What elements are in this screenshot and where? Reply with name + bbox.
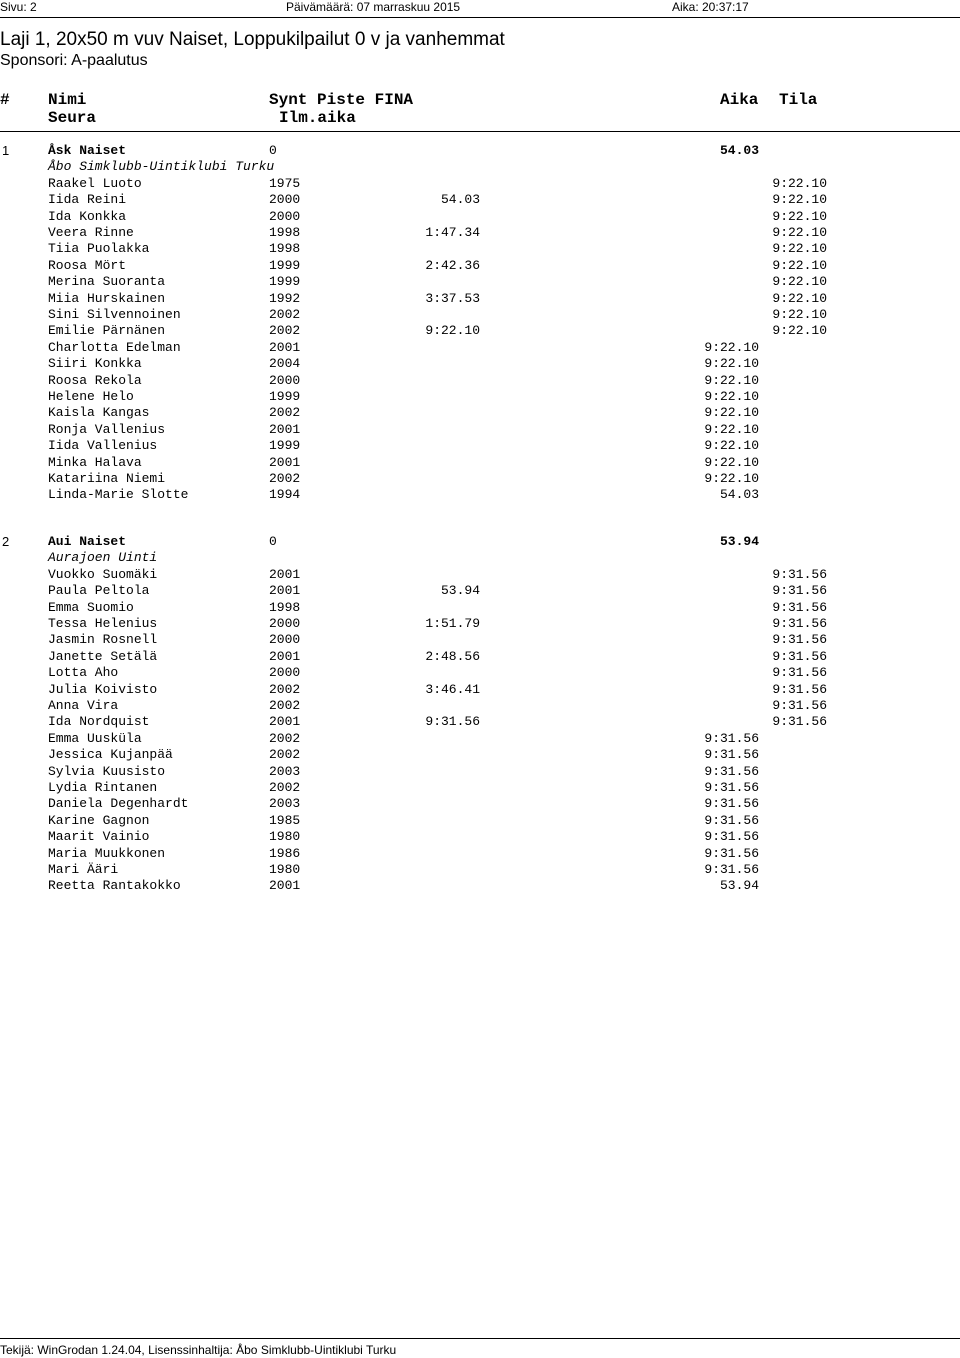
status-time: 9:31.56	[772, 616, 827, 631]
birth-year: 1980	[269, 829, 301, 845]
entry-time: 9:22.10	[704, 389, 759, 404]
birth-year: 2002	[269, 747, 301, 763]
swimmer-name: Emma Suomio	[48, 599, 134, 615]
birth-year: 1998	[269, 225, 301, 240]
team-name: Aui Naiset	[48, 534, 127, 549]
birth-year: 2003	[269, 796, 301, 812]
swimmer-name: Jessica Kujanpää	[48, 747, 173, 763]
swimmer-name: Lotta Aho	[48, 665, 119, 681]
status-time: 9:31.56	[772, 583, 827, 599]
birth-year: 2003	[269, 763, 301, 779]
fina-time: 9:31.56	[425, 714, 480, 730]
swimmer-row	[0, 600, 960, 616]
swimmer-row	[0, 389, 960, 405]
swimmer-name: Charlotta Edelman	[48, 339, 181, 355]
swimmer-row	[0, 878, 960, 894]
swimmer-row	[0, 192, 960, 208]
swimmer-row	[0, 862, 960, 878]
swimmer-name: Ida Konkka	[48, 208, 127, 224]
swimmer-name: Maria Muukkonen	[48, 845, 166, 861]
status-time: 9:31.56	[772, 566, 827, 582]
birth-year: 2002	[269, 307, 301, 322]
swimmer-name: Reetta Rantakokko	[48, 878, 181, 894]
swimmer-row	[0, 698, 960, 714]
status-time: 9:31.56	[772, 632, 827, 648]
birth-year: 2002	[269, 780, 301, 795]
birth-year: 1975	[269, 175, 301, 191]
birth-year: 2001	[269, 339, 301, 355]
entry-time: 54.03	[719, 487, 759, 503]
status-time: 9:22.10	[772, 323, 827, 339]
birth-year: 2002	[269, 405, 301, 421]
entry-time: 9:31.56	[704, 796, 759, 812]
fina-time: 1:47.34	[425, 225, 480, 240]
status-time: 9:31.56	[772, 599, 827, 615]
swimmer-row	[0, 209, 960, 225]
swimmer-row	[0, 340, 960, 356]
swimmer-row	[0, 307, 960, 323]
swimmer-name: Lydia Rintanen	[48, 780, 158, 795]
swimmer-name: Janette Setälä	[48, 648, 158, 664]
birth-year: 2000	[269, 616, 301, 631]
swimmer-name: Roosa Rekola	[48, 372, 142, 388]
status-time: 9:22.10	[772, 192, 827, 208]
swimmer-row	[0, 829, 960, 845]
col-synt-piste-fina: Synt Piste FINA	[269, 91, 414, 109]
fina-time: 2:42.36	[425, 257, 480, 273]
team-score: 0	[269, 143, 277, 158]
fina-time: 1:51.79	[425, 616, 480, 631]
swimmer-row	[0, 764, 960, 780]
swimmer-name: Raakel Luoto	[48, 175, 142, 191]
birth-year: 2001	[269, 454, 301, 470]
swimmer-name: Ida Nordquist	[48, 714, 150, 730]
birth-year: 1992	[269, 290, 301, 306]
swimmer-row	[0, 682, 960, 698]
swimmer-name: Ronja Vallenius	[48, 421, 166, 437]
swimmer-name: Julia Koivisto	[48, 681, 158, 697]
col-tila: Tila	[779, 91, 818, 109]
swimmer-name: Sini Silvennoinen	[48, 307, 181, 322]
swimmer-row	[0, 846, 960, 862]
swimmer-name: Iida Vallenius	[48, 438, 158, 454]
swimmer-row	[0, 176, 960, 192]
status-time: 9:31.56	[772, 714, 827, 730]
fina-time: 2:48.56	[425, 648, 480, 664]
status-time: 9:31.56	[772, 648, 827, 664]
swimmer-row	[0, 813, 960, 829]
swimmer-row	[0, 405, 960, 421]
entry-time: 9:22.10	[704, 438, 759, 454]
club-name: Aurajoen Uinti	[48, 550, 158, 566]
swimmer-name: Tiia Puolakka	[48, 241, 150, 257]
birth-year: 2001	[269, 583, 301, 599]
page-number: Sivu: 2	[0, 0, 37, 14]
birth-year: 2000	[269, 372, 301, 388]
birth-year: 2002	[269, 471, 301, 486]
swimmer-name: Kaisla Kangas	[48, 405, 150, 421]
swimmer-name: Anna Vira	[48, 698, 119, 713]
swimmer-row	[0, 780, 960, 796]
event-title: Laji 1, 20x50 m vuv Naiset, Loppukilpailut 0 v ja vanhemmat	[0, 29, 505, 50]
entry-time: 9:22.10	[704, 405, 759, 421]
entry-time: 9:31.56	[704, 763, 759, 779]
swimmer-name: Katariina Niemi	[48, 471, 166, 486]
birth-year: 2001	[269, 714, 301, 730]
header-divider	[0, 17, 960, 18]
swimmer-row	[0, 225, 960, 241]
swimmer-row	[0, 471, 960, 487]
col-seura: Seura	[48, 109, 97, 127]
entry-time: 9:31.56	[704, 829, 759, 845]
team-rank: 2	[2, 534, 10, 549]
birth-year: 1994	[269, 487, 301, 503]
birth-year: 2001	[269, 648, 301, 664]
swimmer-row	[0, 438, 960, 454]
entry-time: 9:22.10	[704, 339, 759, 355]
club-name: Åbo Simklubb-Uintiklubi Turku	[48, 159, 275, 175]
swimmer-name: Daniela Degenhardt	[48, 796, 189, 812]
swimmer-row	[0, 665, 960, 681]
swimmer-name: Merina Suoranta	[48, 274, 166, 290]
page-header	[0, 0, 960, 14]
entry-time: 9:22.10	[704, 454, 759, 470]
footer-divider	[0, 1338, 960, 1339]
swimmer-name: Emma Uusküla	[48, 730, 142, 746]
col-hash: #	[0, 91, 10, 109]
swimmer-row	[0, 649, 960, 665]
birth-year: 1999	[269, 274, 301, 290]
status-time: 9:31.56	[772, 665, 827, 681]
swimmer-row	[0, 373, 960, 389]
team-score: 0	[269, 534, 277, 549]
birth-year: 2001	[269, 878, 301, 894]
swimmer-name: Maarit Vainio	[48, 829, 150, 845]
team-time: 54.03	[719, 143, 759, 158]
birth-year: 2002	[269, 730, 301, 746]
birth-year: 2002	[269, 698, 301, 713]
team-name: Åsk Naiset	[48, 143, 127, 158]
team-row	[0, 143, 960, 159]
footer-credit: Tekijä: WinGrodan 1.24.04, Lisenssinhaltija: Åbo Simklubb-Uintiklubi Turku	[0, 1343, 397, 1357]
status-time: 9:31.56	[772, 698, 827, 713]
entry-time: 9:22.10	[704, 421, 759, 437]
swimmer-row	[0, 323, 960, 339]
status-time: 9:22.10	[772, 208, 827, 224]
swimmer-row	[0, 714, 960, 730]
status-time: 9:22.10	[772, 274, 827, 290]
status-time: 9:31.56	[772, 681, 827, 697]
entry-time: 9:31.56	[704, 780, 759, 795]
birth-year: 2002	[269, 681, 301, 697]
swimmer-name: Jasmin Rosnell	[48, 632, 158, 648]
swimmer-name: Paula Peltola	[48, 583, 150, 599]
birth-year: 1986	[269, 845, 301, 861]
swimmer-name: Miia Hurskainen	[48, 290, 166, 306]
swimmer-name: Veera Rinne	[48, 225, 134, 240]
sponsor-line: Sponsori: A-paalutus	[0, 52, 148, 69]
swimmer-row	[0, 241, 960, 257]
swimmer-row	[0, 422, 960, 438]
birth-year: 2000	[269, 665, 301, 681]
birth-year: 2002	[269, 323, 301, 339]
swimmer-name: Mari Ääri	[48, 862, 119, 877]
swimmer-row	[0, 258, 960, 274]
entry-time: 9:22.10	[704, 372, 759, 388]
entry-time: 9:22.10	[704, 471, 759, 486]
swimmer-row	[0, 291, 960, 307]
birth-year: 1980	[269, 862, 301, 877]
swimmer-name: Tessa Helenius	[48, 616, 158, 631]
birth-year: 2004	[269, 356, 301, 372]
status-time: 9:22.10	[772, 241, 827, 257]
swimmer-row	[0, 632, 960, 648]
club-row	[0, 550, 960, 566]
print-time: Aika: 20:37:17	[672, 0, 749, 14]
birth-year: 1985	[269, 812, 301, 828]
team-row	[0, 534, 960, 550]
status-time: 9:22.10	[772, 257, 827, 273]
fina-time: 9:22.10	[425, 323, 480, 339]
col-aika: Aika	[720, 91, 759, 109]
swimmer-name: Roosa Mört	[48, 257, 127, 273]
fina-time: 54.03	[440, 192, 480, 208]
swimmer-row	[0, 567, 960, 583]
entry-time: 9:31.56	[704, 812, 759, 828]
swimmer-row	[0, 747, 960, 763]
status-time: 9:22.10	[772, 225, 827, 240]
swimmer-row	[0, 487, 960, 503]
birth-year: 2000	[269, 192, 301, 208]
swimmer-row	[0, 583, 960, 599]
club-row	[0, 159, 960, 175]
birth-year: 2001	[269, 566, 301, 582]
birth-year: 1999	[269, 438, 301, 454]
entry-time: 9:22.10	[704, 356, 759, 372]
entry-time: 53.94	[719, 878, 759, 894]
team-time: 53.94	[719, 534, 759, 549]
col-nimi: Nimi	[48, 91, 87, 109]
status-time: 9:22.10	[772, 175, 827, 191]
swimmer-row	[0, 356, 960, 372]
column-header-divider	[0, 131, 960, 132]
swimmer-name: Sylvia Kuusisto	[48, 763, 166, 779]
swimmer-name: Emilie Pärnänen	[48, 323, 166, 339]
swimmer-row	[0, 731, 960, 747]
birth-year: 2000	[269, 208, 301, 224]
fina-time: 3:37.53	[425, 290, 480, 306]
swimmer-name: Vuokko Suomäki	[48, 566, 158, 582]
status-time: 9:22.10	[772, 307, 827, 322]
status-time: 9:22.10	[772, 290, 827, 306]
fina-time: 3:46.41	[425, 681, 480, 697]
team-rank: 1	[2, 143, 10, 158]
swimmer-name: Minka Halava	[48, 454, 142, 470]
entry-time: 9:31.56	[704, 845, 759, 861]
swimmer-row	[0, 616, 960, 632]
swimmer-name: Iida Reini	[48, 192, 127, 208]
print-date: Päivämäärä: 07 marraskuu 2015	[286, 0, 461, 14]
birth-year: 1999	[269, 389, 301, 404]
swimmer-row	[0, 796, 960, 812]
birth-year: 1998	[269, 241, 301, 257]
birth-year: 2000	[269, 632, 301, 648]
birth-year: 1999	[269, 257, 301, 273]
swimmer-name: Karine Gagnon	[48, 812, 150, 828]
col-ilm-aika: Ilm.aika	[279, 109, 356, 127]
entry-time: 9:31.56	[704, 730, 759, 746]
fina-time: 53.94	[440, 583, 480, 599]
swimmer-row	[0, 274, 960, 290]
swimmer-name: Linda-Marie Slotte	[48, 487, 189, 503]
birth-year: 1998	[269, 599, 301, 615]
birth-year: 2001	[269, 421, 301, 437]
swimmer-row	[0, 455, 960, 471]
swimmer-name: Siiri Konkka	[48, 356, 142, 372]
entry-time: 9:31.56	[704, 747, 759, 763]
swimmer-name: Helene Helo	[48, 389, 134, 404]
entry-time: 9:31.56	[704, 862, 759, 877]
